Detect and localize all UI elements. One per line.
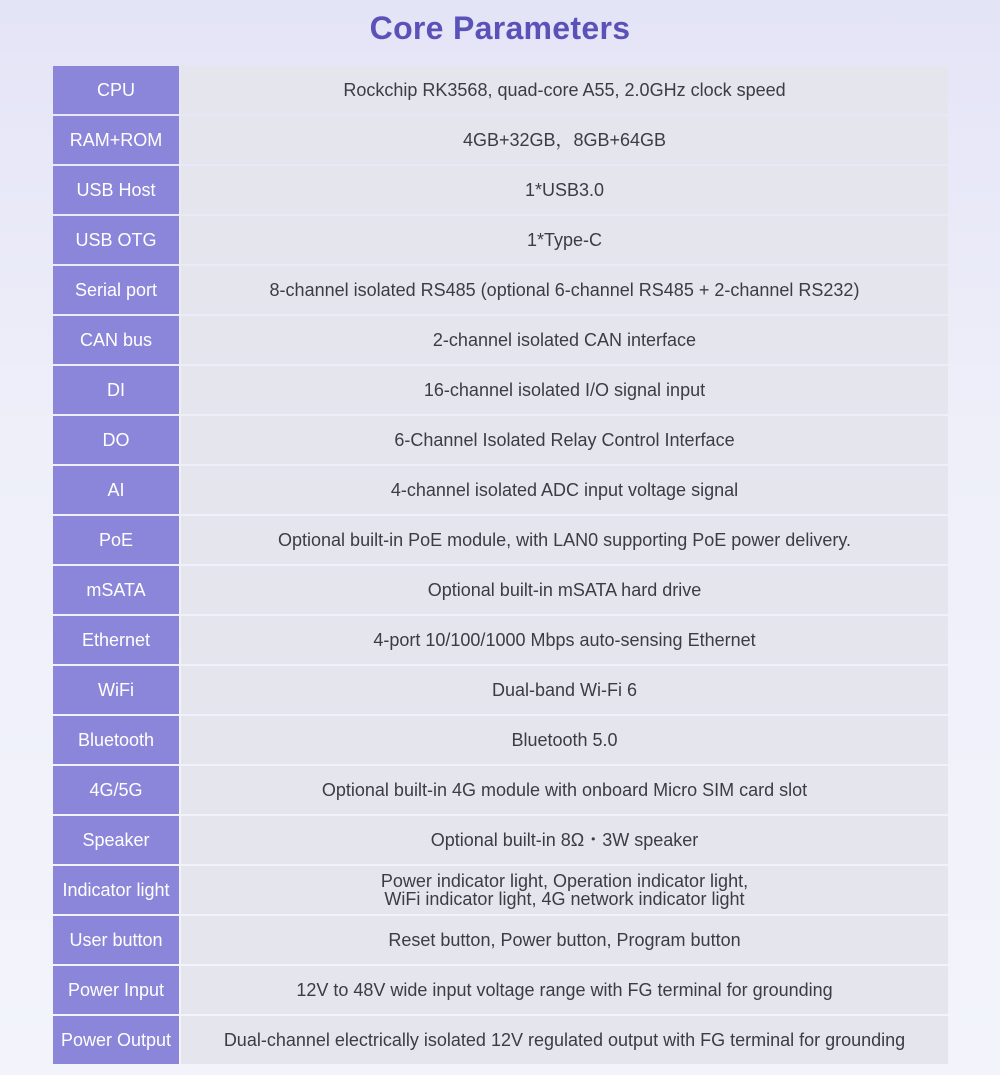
parameter-label: AI	[53, 466, 179, 514]
table-row	[53, 866, 948, 914]
parameter-value-line: Dual-band Wi-Fi 6	[491, 680, 638, 700]
parameter-value	[181, 316, 948, 364]
parameter-value	[181, 666, 948, 714]
parameter-value	[181, 966, 948, 1014]
table-row	[53, 216, 948, 264]
parameter-label: CAN bus	[53, 316, 179, 364]
parameter-label: Serial port	[53, 266, 179, 314]
parameter-value	[181, 716, 948, 764]
table-row	[53, 766, 948, 814]
parameter-label: Power Output	[53, 1016, 179, 1064]
parameter-label: 4G/5G	[53, 766, 179, 814]
parameter-value-line: 16-channel isolated I/O signal input	[423, 380, 706, 400]
parameter-label: mSATA	[53, 566, 179, 614]
parameter-label: Power Input	[53, 966, 179, 1014]
table-row	[53, 616, 948, 664]
parameter-value-line: 1*USB3.0	[524, 180, 605, 200]
page-title: Core Parameters	[369, 10, 631, 46]
table-row	[53, 166, 948, 214]
parameter-value	[181, 616, 948, 664]
parameter-value	[181, 1016, 948, 1064]
parameter-label: DO	[53, 416, 179, 464]
parameter-label: DI	[53, 366, 179, 414]
table-row	[53, 466, 948, 514]
parameter-label: Bluetooth	[53, 716, 179, 764]
parameter-label: Speaker	[53, 816, 179, 864]
parameter-value-line: 4-channel isolated ADC input voltage signal	[390, 480, 739, 500]
parameter-label: User button	[53, 916, 179, 964]
parameter-value-line: Optional built-in 8Ω・3W speaker	[430, 830, 699, 850]
parameter-value-line: 6-Channel Isolated Relay Control Interface	[394, 430, 735, 450]
parameter-value-line: Optional built-in mSATA hard drive	[427, 580, 702, 600]
parameter-value-line: 4-port 10/100/1000 Mbps auto-sensing Ethernet	[373, 630, 756, 650]
table-row	[53, 1016, 948, 1064]
parameter-value-line: 2-channel isolated CAN interface	[432, 330, 697, 350]
table-row	[53, 816, 948, 864]
parameters-table	[53, 66, 948, 1064]
parameter-value-line: WiFi indicator light, 4G network indicator light	[384, 889, 745, 909]
table-row	[53, 566, 948, 614]
parameter-value-line: Dual-channel electrically isolated 12V regulated output with FG terminal for grounding	[223, 1030, 906, 1050]
parameter-value	[181, 116, 948, 164]
parameter-value	[181, 766, 948, 814]
parameter-label: Ethernet	[53, 616, 179, 664]
parameter-value	[181, 366, 948, 414]
parameter-value	[181, 516, 948, 564]
parameter-value	[181, 566, 948, 614]
parameter-value	[181, 866, 948, 914]
parameter-value	[181, 816, 948, 864]
table-row	[53, 416, 948, 464]
parameter-label: RAM+ROM	[53, 116, 179, 164]
table-row	[53, 516, 948, 564]
parameter-value-line: 4GB+32GB，8GB+64GB	[462, 130, 667, 150]
parameter-value	[181, 216, 948, 264]
parameter-value-line: 8-channel isolated RS485 (optional 6-channel RS485 + 2-channel RS232)	[269, 280, 860, 300]
parameter-value	[181, 166, 948, 214]
table-row	[53, 266, 948, 314]
parameter-value	[181, 266, 948, 314]
table-row	[53, 666, 948, 714]
parameter-value-line: Rockchip RK3568, quad-core A55, 2.0GHz clock speed	[343, 80, 786, 100]
parameter-value	[181, 916, 948, 964]
table-row	[53, 66, 948, 114]
parameter-value	[181, 466, 948, 514]
table-row	[53, 716, 948, 764]
table-row	[53, 916, 948, 964]
parameter-label: CPU	[53, 66, 179, 114]
parameter-label: USB Host	[53, 166, 179, 214]
parameter-label: PoE	[53, 516, 179, 564]
parameter-value-line: Power indicator light, Operation indicator light,	[380, 871, 749, 891]
table-row	[53, 316, 948, 364]
table-row	[53, 966, 948, 1014]
parameter-value-line: 1*Type-C	[526, 230, 603, 250]
table-row	[53, 366, 948, 414]
parameter-value-line: Optional built-in 4G module with onboard Micro SIM card slot	[321, 780, 808, 800]
parameter-value-line: Reset button, Power button, Program button	[388, 930, 741, 950]
parameter-value-line: 12V to 48V wide input voltage range with FG terminal for grounding	[296, 980, 833, 1000]
parameter-label: USB OTG	[53, 216, 179, 264]
table-row	[53, 116, 948, 164]
parameter-value	[181, 416, 948, 464]
parameter-label: WiFi	[53, 666, 179, 714]
parameter-value	[181, 66, 948, 114]
parameter-label: Indicator light	[53, 866, 179, 914]
parameter-value-line: Bluetooth 5.0	[511, 730, 618, 750]
parameter-value-line: Optional built-in PoE module, with LAN0 supporting PoE power delivery.	[278, 530, 851, 550]
